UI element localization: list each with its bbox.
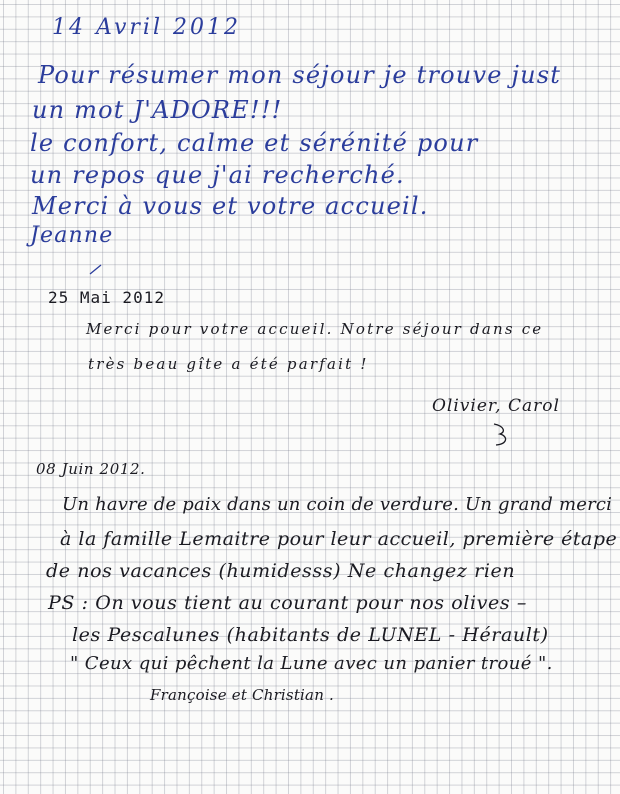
entry-text-line: à la famille Lemaitre pour leur accueil, première étape — [60, 528, 618, 550]
entry-text-line: Pour résumer mon séjour je trouve just — [38, 61, 562, 89]
entry-date: 25 Mai 2012 — [48, 288, 165, 307]
entry-text-line: Merci à vous et votre accueil. — [32, 192, 429, 220]
pen-stroke-mark — [88, 262, 104, 276]
entry-signature: Françoise et Christian . — [150, 686, 334, 704]
entry-text-line: Un havre de paix dans un coin de verdure. Un grand merci — [62, 494, 613, 515]
entry-text-line: les Pescalunes (habitants de LUNEL - Hérault) — [72, 624, 549, 646]
entry-text-line: Merci pour votre accueil. Notre séjour dans ce — [86, 320, 544, 338]
entry-text-line: de nos vacances (humidesss) Ne changez rien — [46, 560, 516, 582]
entry-signature: Jeanne — [30, 223, 114, 248]
entry-text-line: le confort, calme et sérénité pour — [30, 129, 479, 157]
entry-text-line: très beau gîte a été parfait ! — [88, 355, 369, 373]
entry-date: 14 Avril 2012 — [52, 15, 241, 40]
entry-text-line: un repos que j'ai recherché. — [30, 161, 405, 189]
entry-date: 08 Juin 2012. — [36, 460, 146, 478]
entry-text-line: PS : On vous tient au courant pour nos olives – — [48, 592, 527, 614]
entry-text-line: " Ceux qui pêchent la Lune avec un panier troué ". — [70, 653, 553, 674]
entry-signature: Olivier, Carol — [432, 396, 560, 416]
signature-flourish-mark — [490, 420, 516, 448]
entry-text-line: un mot J'ADORE!!! — [32, 96, 283, 124]
